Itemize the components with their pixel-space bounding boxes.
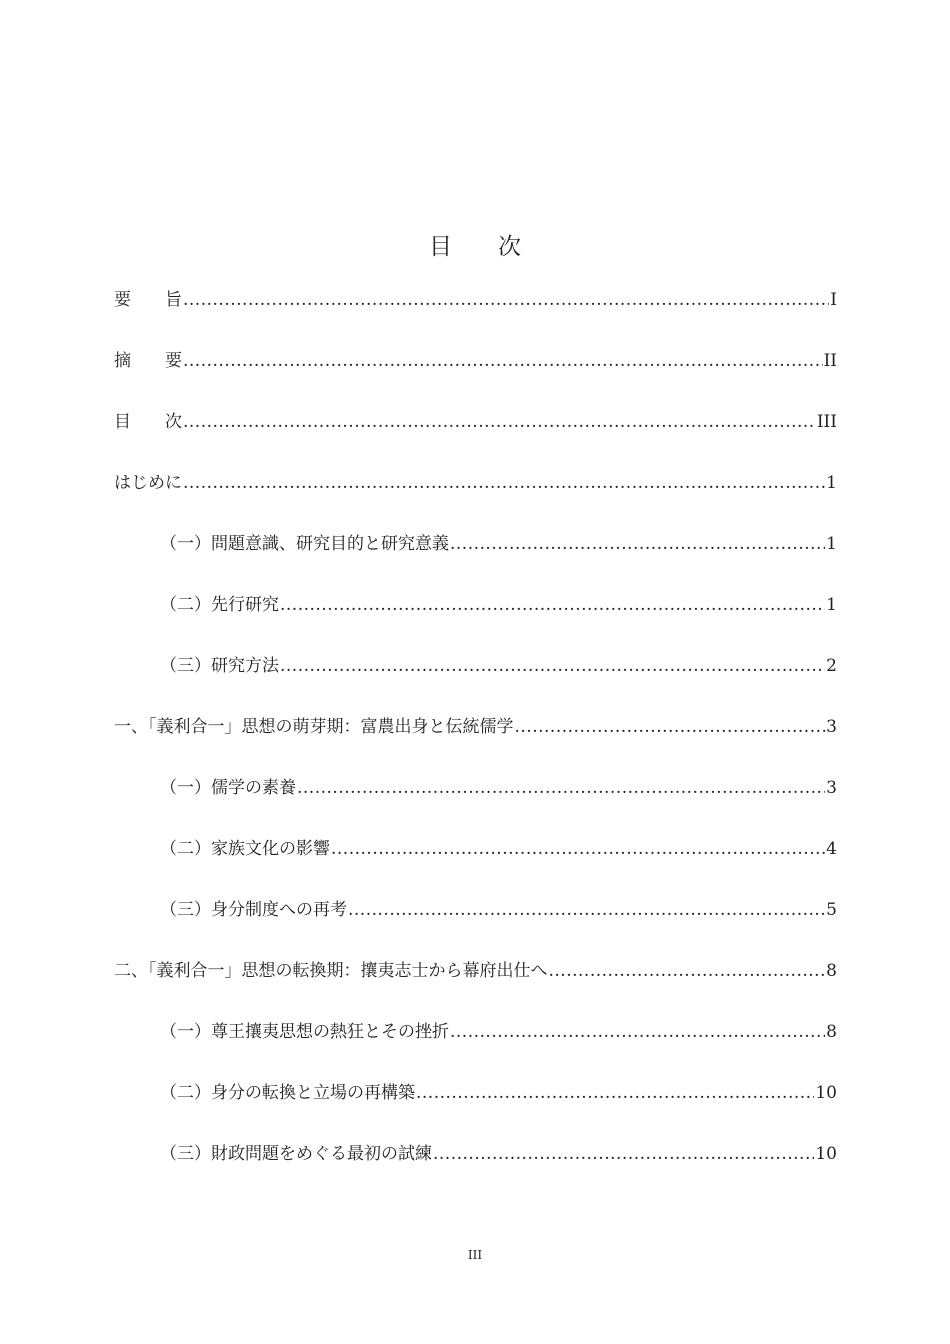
toc-dot-leader [183,284,829,316]
toc-entry-chapter-2[interactable] [114,955,837,1016]
toc-entry-label: （二）身分の転換と立場の再構築 [160,1083,415,1103]
toc-entry-chapter-1-2[interactable] [114,833,837,894]
toc-entry-hajimeni-1[interactable] [114,528,837,589]
toc-entry-label: （二）家族文化の影響 [160,839,330,859]
toc-entry-page: 3 [826,778,837,798]
toc-entry-mokuji[interactable] [114,406,837,467]
footer-page-number: III [467,1248,483,1262]
toc-dot-leader [280,650,825,682]
toc-dot-leader [183,406,816,438]
toc-entry-tekiyou[interactable] [114,345,837,406]
toc-entry-label: （一）尊王攘夷思想の熱狂とその挫折 [160,1022,449,1042]
toc-entry-page: 8 [826,961,837,981]
toc-entry-label: 一、「義利合一」思想の萌芽期：富農出身と伝統儒学 [114,717,514,737]
toc-entry-page: III [816,412,837,432]
toc-entry-page: I [830,290,837,310]
toc-entry-label: 目 次 [114,412,182,432]
toc-entry-page: 5 [826,900,837,920]
toc-entry-label: 要 旨 [114,290,182,310]
toc-entry-chapter-2-1[interactable] [114,1016,837,1077]
toc-entry-page: 4 [826,839,837,859]
toc-entry-page: II [823,351,837,371]
toc-entry-label: はじめに [114,473,182,493]
toc-dot-leader [416,1077,814,1109]
toc-entry-label: 二、「義利合一」思想の転換期：攘夷志士から幕府出仕へ [114,961,548,981]
toc-entry-page: 10 [815,1144,837,1164]
toc-dot-leader [450,1016,825,1048]
toc-dot-leader [183,345,823,377]
toc-dot-leader [280,589,825,621]
toc-entry-page: 10 [815,1083,837,1103]
toc-entry-label: 摘 要 [114,351,182,371]
toc-entry-label: （三）研究方法 [160,656,279,676]
toc-entry-label: （一）儒学の素養 [160,778,296,798]
toc-entry-chapter-1[interactable] [114,711,837,772]
toc-entry-label: （三）身分制度への再考 [160,900,347,920]
toc-entry-label: （三）財政問題をめぐる最初の試練 [160,1144,432,1164]
toc-entry-page: 3 [826,717,837,737]
toc-dot-leader [348,894,825,926]
toc-title: 目 次 [429,234,521,260]
toc-entry-chapter-1-3[interactable] [114,894,837,955]
toc-entry-label: （二）先行研究 [160,595,279,615]
table-of-contents [114,284,837,1199]
toc-entry-page: 1 [826,534,837,554]
toc-dot-leader [549,955,826,987]
toc-dot-leader [450,528,825,560]
toc-entry-page: 2 [826,656,837,676]
toc-entry-chapter-2-2[interactable] [114,1077,837,1138]
toc-entry-page: 1 [826,595,837,615]
toc-entry-hajimeni[interactable] [114,467,837,528]
toc-entry-hajimeni-2[interactable] [114,589,837,650]
toc-dot-leader [183,467,825,499]
toc-dot-leader [515,711,826,743]
toc-entry-chapter-2-3[interactable] [114,1138,837,1199]
toc-entry-page: 1 [826,473,837,493]
toc-entry-page: 8 [826,1022,837,1042]
toc-dot-leader [331,833,825,865]
toc-dot-leader [433,1138,814,1170]
toc-entry-chapter-1-1[interactable] [114,772,837,833]
toc-entry-label: （一）問題意識、研究目的と研究意義 [160,534,449,554]
toc-dot-leader [297,772,825,804]
toc-entry-hajimeni-3[interactable] [114,650,837,711]
toc-entry-youshi[interactable] [114,284,837,345]
